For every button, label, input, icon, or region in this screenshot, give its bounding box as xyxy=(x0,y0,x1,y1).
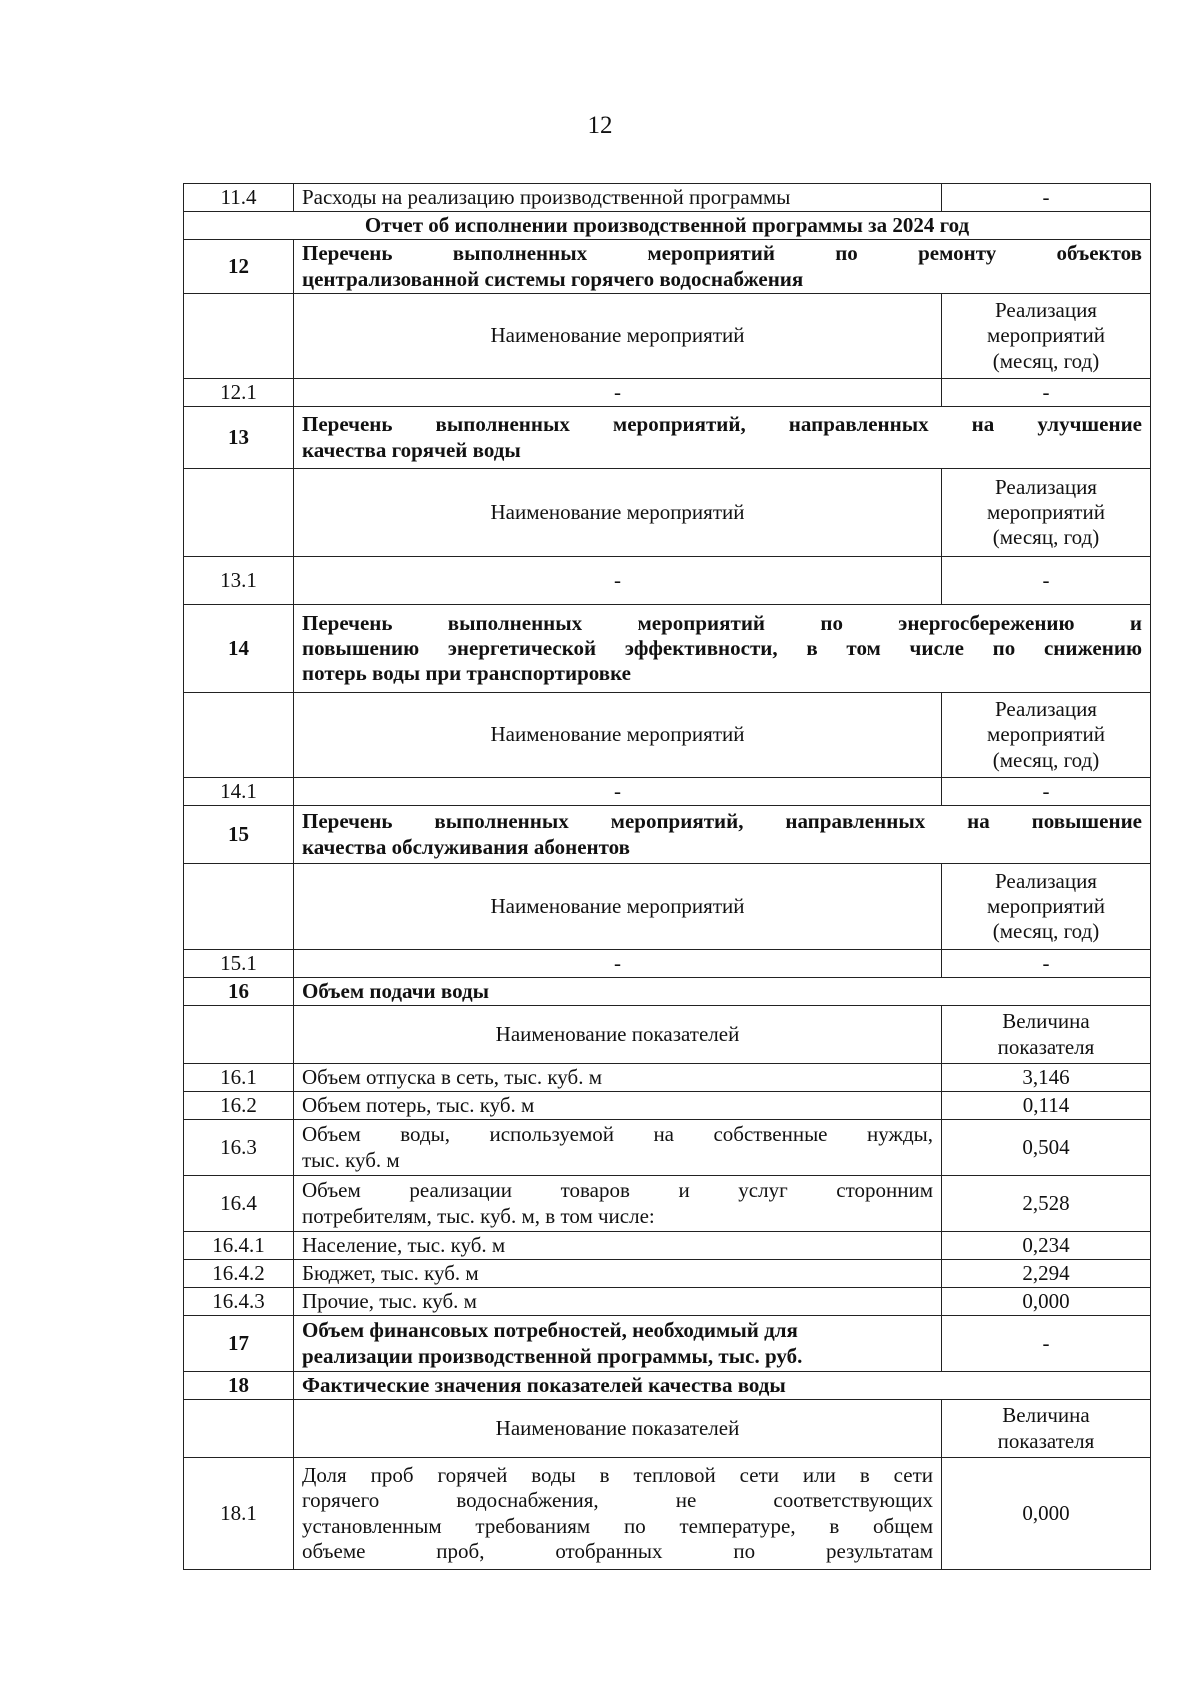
row-number: 16.4.1 xyxy=(184,1232,294,1260)
row-value: 0,000 xyxy=(942,1458,1151,1570)
section-title-line: потерь воды при транспортировке xyxy=(302,661,631,686)
row-number: 16.3 xyxy=(184,1120,294,1176)
table-row xyxy=(184,379,1151,407)
header-name: Наименование показателей xyxy=(294,1006,942,1064)
section-number: 17 xyxy=(184,1316,294,1372)
row-text-line: установленным требованиям по температуре, в общем xyxy=(302,1513,933,1538)
row-text xyxy=(294,1458,942,1570)
section-title: Объем подачи воды xyxy=(294,978,1151,1006)
row-text: - xyxy=(294,379,942,407)
row-text xyxy=(294,1120,942,1176)
header-line: мероприятий xyxy=(987,722,1105,747)
column-header-row xyxy=(184,1006,1151,1064)
column-header-row xyxy=(184,294,1151,379)
row-number: 15.1 xyxy=(184,950,294,978)
table-row xyxy=(184,1064,1151,1092)
row-text: Бюджет, тыс. куб. м xyxy=(294,1260,942,1288)
row-number: 18.1 xyxy=(184,1458,294,1570)
empty-cell xyxy=(184,469,294,557)
header-implementation xyxy=(942,864,1151,950)
section-row xyxy=(184,1316,1151,1372)
section-title xyxy=(294,407,1151,469)
table-row xyxy=(184,1092,1151,1120)
row-value: 2,528 xyxy=(942,1176,1151,1232)
header-line: Реализация xyxy=(995,298,1097,323)
row-text: - xyxy=(294,557,942,605)
header-name: Наименование мероприятий xyxy=(294,693,942,778)
header-name: Наименование мероприятий xyxy=(294,864,942,950)
row-text-line: Объем реализации товаров и услуг сторонним xyxy=(302,1178,933,1203)
section-number: 18 xyxy=(184,1372,294,1400)
section-title-line: Перечень выполненных мероприятий, направленных на повышение xyxy=(302,809,1142,834)
row-number: 16.1 xyxy=(184,1064,294,1092)
section-number: 14 xyxy=(184,605,294,693)
table-row xyxy=(184,1232,1151,1260)
row-text-line: объеме проб, отобранных по результатам xyxy=(302,1538,933,1563)
section-title xyxy=(294,605,1151,693)
table-row xyxy=(184,557,1151,605)
row-text: Население, тыс. куб. м xyxy=(294,1232,942,1260)
header-implementation xyxy=(942,469,1151,557)
section-title-line: повышению энергетической эффективности, в том числе по снижению xyxy=(302,635,1142,660)
row-value: - xyxy=(942,1316,1151,1372)
empty-cell xyxy=(184,294,294,379)
header-value xyxy=(942,1006,1151,1064)
table-row xyxy=(184,1120,1151,1176)
row-number: 16.4.3 xyxy=(184,1288,294,1316)
section-title-line: централизованной системы горячего водоснабжения xyxy=(302,266,804,291)
report-table xyxy=(183,183,1151,1570)
row-number: 16.4 xyxy=(184,1176,294,1232)
table-row xyxy=(184,1458,1151,1570)
row-text-line: потребителям, тыс. куб. м, в том числе: xyxy=(302,1203,655,1228)
column-header-row xyxy=(184,864,1151,950)
report-title-row xyxy=(184,212,1151,240)
row-number: 12.1 xyxy=(184,379,294,407)
section-title-line: качества горячей воды xyxy=(302,437,521,462)
row-number: 14.1 xyxy=(184,778,294,806)
header-line: Величина xyxy=(1002,1009,1090,1034)
row-number: 13.1 xyxy=(184,557,294,605)
row-number: 16.4.2 xyxy=(184,1260,294,1288)
header-implementation xyxy=(942,294,1151,379)
row-value: 0,504 xyxy=(942,1120,1151,1176)
header-line: показателя xyxy=(997,1428,1095,1453)
header-line: Реализация xyxy=(995,474,1097,499)
row-value: - xyxy=(942,184,1151,212)
header-line: (месяц, год) xyxy=(992,919,1100,944)
row-text: Прочие, тыс. куб. м xyxy=(294,1288,942,1316)
section-row xyxy=(184,1372,1151,1400)
row-number: 11.4 xyxy=(184,184,294,212)
header-line: (месяц, год) xyxy=(992,747,1100,772)
header-line: мероприятий xyxy=(987,893,1105,918)
section-row xyxy=(184,978,1151,1006)
header-line: мероприятий xyxy=(987,499,1105,524)
row-text: Объем отпуска в сеть, тыс. куб. м xyxy=(294,1064,942,1092)
header-line: Реализация xyxy=(995,697,1097,722)
row-value: 2,294 xyxy=(942,1260,1151,1288)
row-text: Расходы на реализацию производственной программы xyxy=(294,184,942,212)
table-row xyxy=(184,184,1151,212)
row-text: - xyxy=(294,950,942,978)
row-text: - xyxy=(294,778,942,806)
header-line: Величина xyxy=(1002,1403,1090,1428)
row-text-line: Доля проб горячей воды в тепловой сети или в сети xyxy=(302,1463,933,1488)
section-title-line: Объем финансовых потребностей, необходимый для xyxy=(302,1318,798,1343)
row-value: - xyxy=(942,557,1151,605)
header-line: (месяц, год) xyxy=(992,525,1100,550)
row-number: 16.2 xyxy=(184,1092,294,1120)
row-text-line: тыс. куб. м xyxy=(302,1147,400,1172)
section-title-line: Перечень выполненных мероприятий по энергосбережению и xyxy=(302,610,1142,635)
section-title-line: Перечень выполненных мероприятий по ремонту объектов xyxy=(302,241,1142,266)
section-title xyxy=(294,806,1151,864)
report-title: Отчет об исполнении производственной программы за 2024 год xyxy=(184,212,1151,240)
empty-cell xyxy=(184,693,294,778)
section-number: 15 xyxy=(184,806,294,864)
row-value: 0,114 xyxy=(942,1092,1151,1120)
section-title xyxy=(294,240,1151,294)
row-value: - xyxy=(942,379,1151,407)
row-value: - xyxy=(942,778,1151,806)
section-row xyxy=(184,806,1151,864)
header-line: мероприятий xyxy=(987,323,1105,348)
table-row xyxy=(184,1176,1151,1232)
row-value: 0,000 xyxy=(942,1288,1151,1316)
empty-cell xyxy=(184,1400,294,1458)
section-title-line: Перечень выполненных мероприятий, направленных на улучшение xyxy=(302,412,1142,437)
row-text-line: Объем воды, используемой на собственные нужды, xyxy=(302,1122,933,1147)
table-row xyxy=(184,1288,1151,1316)
header-value xyxy=(942,1400,1151,1458)
row-text xyxy=(294,1176,942,1232)
header-name: Наименование мероприятий xyxy=(294,469,942,557)
page-number: 12 xyxy=(587,112,613,139)
table-row xyxy=(184,950,1151,978)
section-number: 12 xyxy=(184,240,294,294)
column-header-row xyxy=(184,469,1151,557)
empty-cell xyxy=(184,1006,294,1064)
header-implementation xyxy=(942,693,1151,778)
header-name: Наименование мероприятий xyxy=(294,294,942,379)
row-text: Объем потерь, тыс. куб. м xyxy=(294,1092,942,1120)
section-number: 13 xyxy=(184,407,294,469)
table-row xyxy=(184,778,1151,806)
row-value: 3,146 xyxy=(942,1064,1151,1092)
section-title: Фактические значения показателей качества воды xyxy=(294,1372,1151,1400)
header-name: Наименование показателей xyxy=(294,1400,942,1458)
section-row xyxy=(184,240,1151,294)
row-value: 0,234 xyxy=(942,1232,1151,1260)
row-value: - xyxy=(942,950,1151,978)
table-row xyxy=(184,1260,1151,1288)
column-header-row xyxy=(184,1400,1151,1458)
column-header-row xyxy=(184,693,1151,778)
section-row xyxy=(184,407,1151,469)
section-number: 16 xyxy=(184,978,294,1006)
section-title-line: качества обслуживания абонентов xyxy=(302,834,630,859)
section-title xyxy=(294,1316,942,1372)
header-line: Реализация xyxy=(995,868,1097,893)
section-title-line: реализации производственной программы, тыс. руб. xyxy=(302,1343,803,1368)
header-line: показателя xyxy=(997,1034,1095,1059)
empty-cell xyxy=(184,864,294,950)
header-line: (месяц, год) xyxy=(992,348,1100,373)
section-row xyxy=(184,605,1151,693)
row-text-line: горячего водоснабжения, не соответствующих xyxy=(302,1488,933,1513)
